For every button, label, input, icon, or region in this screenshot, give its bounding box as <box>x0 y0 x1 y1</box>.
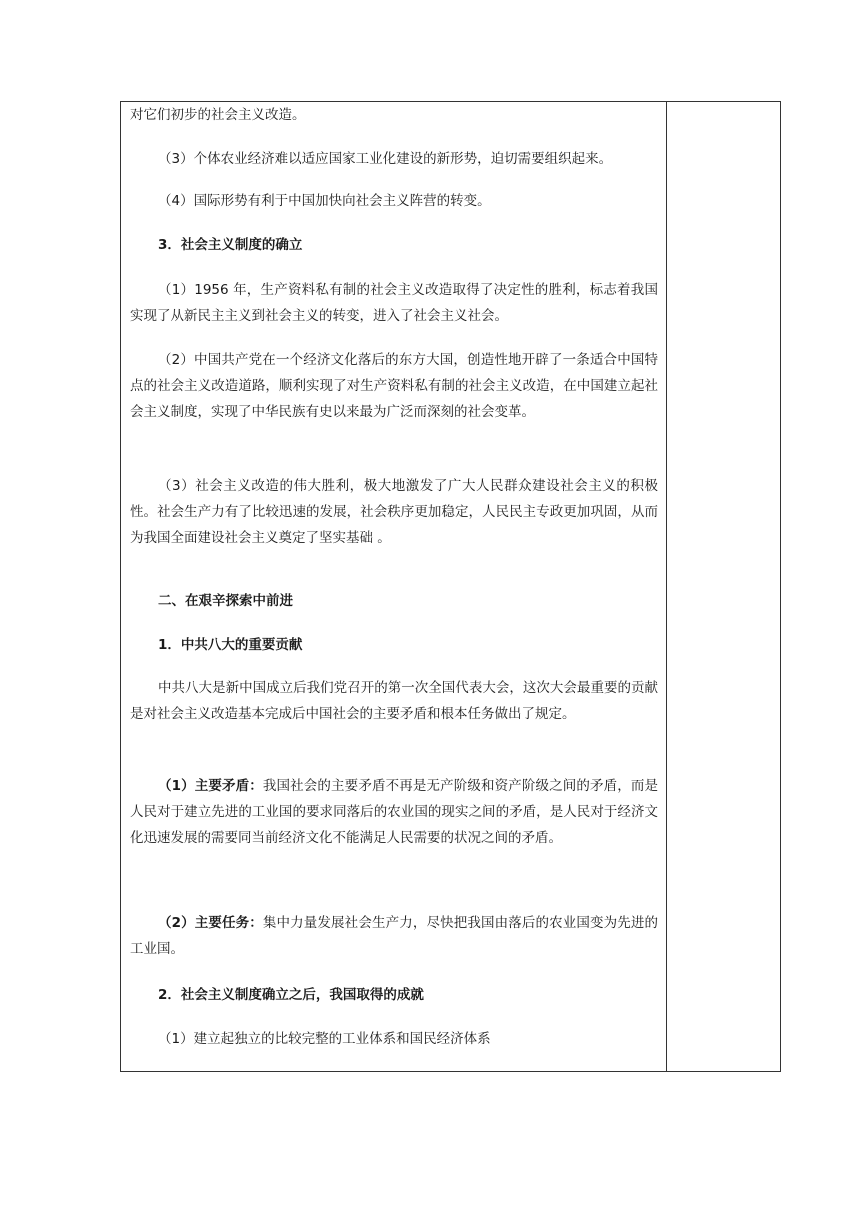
column-divider <box>666 102 667 1071</box>
paragraph: （3）社会主义改造的伟大胜利，极大地激发了广大人民群众建设社会主义的积极性。社会生产力有了比较迅速的发展，社会秩序更加稳定，人民民主专政更加巩固，从而为我国全面建设社会主义奠定了坚实基础 。 <box>130 478 658 546</box>
section-heading: 二、在艰辛探索中前进 <box>158 593 293 609</box>
paragraph-label: （2）主要任务： <box>158 915 263 931</box>
paragraph: 中共八大是新中国成立后我们党召开的第一次全国代表大会，这次大会最重要的贡献是对社会主义改造基本完成后中国社会的主要矛盾和根本任务做出了规定。 <box>130 680 658 722</box>
paragraph <box>130 910 658 962</box>
section-heading: 1．中共八大的重要贡献 <box>158 637 303 653</box>
paragraph: （4）国际形势有利于中国加快向社会主义阵营的转变。 <box>158 193 491 209</box>
paragraph: （3）个体农业经济难以适应国家工业化建设的新形势，迫切需要组织起来。 <box>158 151 613 167</box>
paragraph-text: 我国社会的主要矛盾不再是无产阶级和资产阶级之间的矛盾，而是人民对于建立先进的工业国的要求同落后的农业国的现实之间的矛盾，是人民对于经济文化迅速发展的需要同当前经济文化不能满足人民需要的状况之间的矛盾。 <box>130 778 658 846</box>
paragraph: 对它们初步的社会主义改造。 <box>130 107 306 123</box>
content-table <box>120 101 781 1072</box>
paragraph: （1）1956 年，生产资料私有制的社会主义改造取得了决定性的胜利，标志着我国实现了从新民主主义到社会主义的转变，进入了社会主义社会。 <box>130 282 658 324</box>
paragraph <box>130 773 658 851</box>
paragraph-text: 集中力量发展社会生产力，尽快把我国由落后的农业国变为先进的工业国。 <box>130 915 658 957</box>
paragraph: （2）中国共产党在一个经济文化落后的东方大国，创造性地开辟了一条适合中国特点的社会主义改造道路，顺利实现了对生产资料私有制的社会主义改造，在中国建立起社会主义制度，实现了中华民族有史以来最为广泛而深刻的社会变革。 <box>130 352 658 420</box>
section-heading: 2．社会主义制度确立之后，我国取得的成就 <box>158 987 424 1003</box>
section-heading: 3．社会主义制度的确立 <box>158 237 303 253</box>
paragraph-label: （1）主要矛盾： <box>158 778 263 794</box>
paragraph: （1）建立起独立的比较完整的工业体系和国民经济体系 <box>158 1031 491 1047</box>
